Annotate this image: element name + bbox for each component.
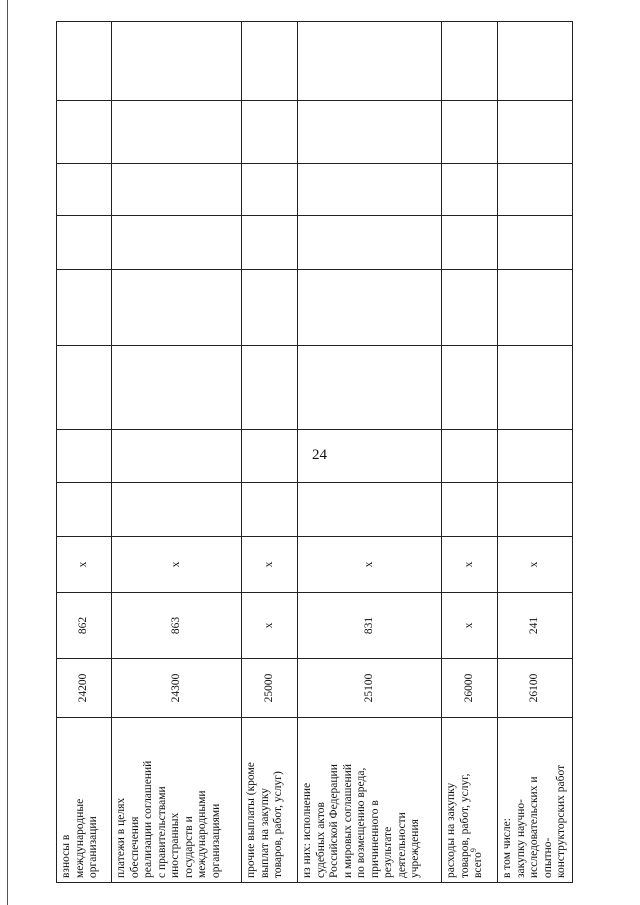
empty-cell (242, 346, 298, 430)
budget-table (56, 21, 573, 883)
empty-cell (57, 216, 112, 270)
table-row (112, 22, 242, 883)
row-code: 26100 (498, 659, 573, 718)
empty-cell (242, 430, 298, 483)
row-description: расходы на закупку товаров, работ, услуг, всего$^9$ (442, 718, 498, 883)
empty-cell (57, 483, 112, 537)
empty-cell (298, 164, 442, 216)
rotated-table-wrapper (56, 22, 567, 883)
row-code: 25000 (242, 659, 298, 718)
row-code: 24300 (112, 659, 242, 718)
empty-cell (57, 164, 112, 216)
empty-cell (498, 101, 573, 164)
kbk-code: 862 (57, 593, 112, 659)
empty-cell (498, 164, 573, 216)
empty-cell (57, 270, 112, 346)
table-row (57, 22, 112, 883)
page-edge-line (7, 0, 8, 905)
row-description: платежи в целях обеспечения реализации соглашений с правительствами иностранных государств и международными организациями (112, 718, 242, 883)
empty-cell (242, 270, 298, 346)
footnote-mark: 9 (469, 848, 479, 853)
empty-cell (498, 483, 573, 537)
empty-cell (112, 483, 242, 537)
table-row (298, 22, 442, 883)
mark-cell: x (57, 537, 112, 593)
kbk-code: 863 (112, 593, 242, 659)
kbk-code: 831 (298, 593, 442, 659)
empty-cell (112, 22, 242, 101)
kbk-code: 241 (498, 593, 573, 659)
table-row (242, 22, 298, 883)
empty-cell (498, 22, 573, 101)
empty-cell (498, 346, 573, 430)
empty-cell (112, 430, 242, 483)
mark-cell: x (298, 537, 442, 593)
empty-cell (57, 101, 112, 164)
empty-cell (498, 270, 573, 346)
empty-cell (112, 101, 242, 164)
empty-cell (442, 430, 498, 483)
empty-cell (498, 430, 573, 483)
empty-cell (242, 164, 298, 216)
row-description: прочие выплаты (кроме выплат на закупку товаров, работ, услуг) (242, 718, 298, 883)
table-row (442, 22, 498, 883)
empty-cell (298, 270, 442, 346)
empty-cell (57, 22, 112, 101)
empty-cell (242, 483, 298, 537)
empty-cell (112, 164, 242, 216)
mark-cell: x (112, 537, 242, 593)
empty-cell (442, 101, 498, 164)
empty-cell (442, 483, 498, 537)
page-number: 24 (312, 447, 327, 463)
mark-cell: x (498, 537, 573, 593)
empty-cell (112, 346, 242, 430)
row-code: 24200 (57, 659, 112, 718)
empty-cell (498, 216, 573, 270)
kbk-code: x (442, 593, 498, 659)
empty-cell (298, 216, 442, 270)
empty-cell (112, 216, 242, 270)
empty-cell (442, 270, 498, 346)
mark-cell: x (242, 537, 298, 593)
row-code: 26000 (442, 659, 498, 718)
row-code: 25100 (298, 659, 442, 718)
empty-cell (57, 430, 112, 483)
empty-cell (242, 101, 298, 164)
empty-cell (298, 101, 442, 164)
empty-cell (242, 22, 298, 101)
mark-cell: x (442, 537, 498, 593)
empty-cell (442, 216, 498, 270)
empty-cell (442, 346, 498, 430)
empty-cell (298, 22, 442, 101)
row-description: в том числе: закупку научно- исследовательских и опытно- конструкторских работ (498, 718, 573, 883)
kbk-code: x (242, 593, 298, 659)
table-row (498, 22, 573, 883)
row-description: взносы в международные организации (57, 718, 112, 883)
empty-cell (442, 22, 498, 101)
empty-cell (298, 346, 442, 430)
empty-cell (57, 346, 112, 430)
empty-cell (298, 430, 442, 483)
empty-cell (242, 216, 298, 270)
row-description: из них: исполнение судебных актов Российской Федерации и мировых соглашений по возмещению вреда, причиненного в результате деятельности учреждения (298, 718, 442, 883)
empty-cell (112, 270, 242, 346)
empty-cell (298, 483, 442, 537)
empty-cell (442, 164, 498, 216)
